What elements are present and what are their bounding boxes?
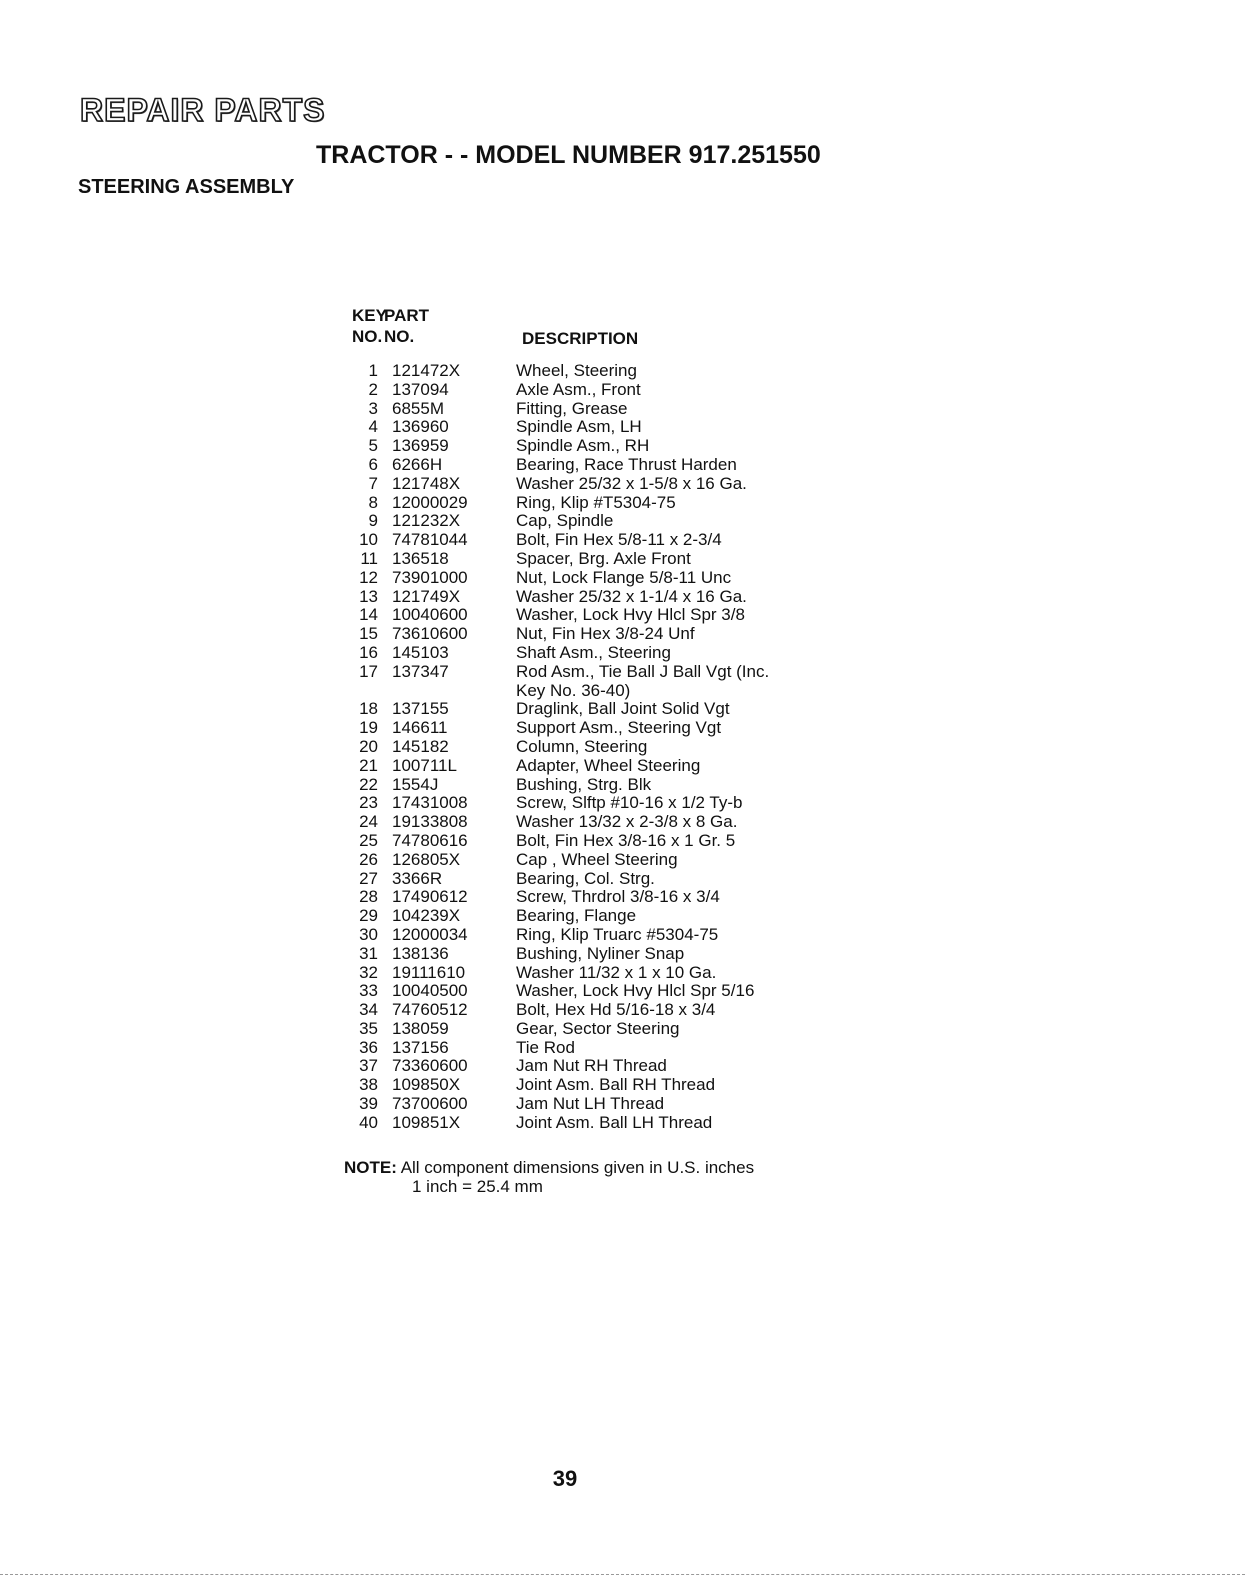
part-description xyxy=(516,381,864,400)
part-description-line: Washer, Lock Hvy Hlcl Spr 3/8 xyxy=(516,605,745,625)
part-row xyxy=(344,1057,864,1076)
part-description xyxy=(516,982,864,1001)
part-number: 1554J xyxy=(392,774,439,794)
part-row xyxy=(344,512,864,531)
part-description xyxy=(516,1057,864,1076)
part-description-line: Gear, Sector Steering xyxy=(516,1018,680,1038)
part-number: 73901000 xyxy=(392,567,468,587)
part-row xyxy=(344,531,864,550)
part-number: 12000034 xyxy=(392,924,468,944)
key-number: 40 xyxy=(359,1112,378,1132)
part-description-line: Bolt, Hex Hd 5/16-18 x 3/4 xyxy=(516,1000,716,1020)
key-number: 32 xyxy=(359,962,378,982)
part-description xyxy=(516,1020,864,1039)
part-description xyxy=(516,644,864,663)
part-row xyxy=(344,738,864,757)
part-description-line: Axle Asm., Front xyxy=(516,379,641,399)
part-description-line: Joint Asm. Ball RH Thread xyxy=(516,1075,716,1095)
part-description xyxy=(516,1001,864,1020)
part-number: 145103 xyxy=(392,642,449,662)
part-number: 19133808 xyxy=(392,812,468,832)
part-number: 121472X xyxy=(392,361,461,380)
part-description xyxy=(516,832,864,851)
part-description-line: Joint Asm. Ball LH Thread xyxy=(516,1112,713,1132)
part-row xyxy=(344,1020,864,1039)
part-description xyxy=(516,625,864,644)
part-number: 137156 xyxy=(392,1037,449,1057)
key-number: 1 xyxy=(368,361,378,380)
col-head-part-line1: PART xyxy=(384,306,430,325)
part-number: 73700600 xyxy=(392,1094,468,1114)
part-number: 146611 xyxy=(392,718,448,738)
part-row xyxy=(344,362,864,381)
key-number: 16 xyxy=(359,642,378,662)
part-description-line: Fitting, Grease xyxy=(516,398,628,418)
parts-list xyxy=(344,362,864,1133)
part-description xyxy=(516,794,864,813)
part-row xyxy=(344,719,864,738)
part-row xyxy=(344,1114,864,1133)
part-number: 74781044 xyxy=(392,530,468,550)
part-row xyxy=(344,1076,864,1095)
part-number: 74760512 xyxy=(392,1000,468,1020)
part-description xyxy=(516,738,864,757)
part-description xyxy=(516,494,864,513)
part-description-line: Jam Nut RH Thread xyxy=(516,1056,667,1076)
part-description-line: Ring, Klip #T5304-75 xyxy=(516,492,676,512)
key-number: 7 xyxy=(368,473,378,493)
part-row xyxy=(344,870,864,889)
part-number: 121749X xyxy=(392,586,461,606)
part-description xyxy=(516,813,864,832)
part-number: 19111610 xyxy=(392,962,466,982)
key-number: 25 xyxy=(359,830,378,850)
part-row xyxy=(344,832,864,851)
key-number: 30 xyxy=(359,924,378,944)
part-row xyxy=(344,381,864,400)
part-description xyxy=(516,776,864,795)
part-row xyxy=(344,888,864,907)
part-description xyxy=(516,1095,864,1114)
key-number: 8 xyxy=(368,492,378,512)
part-row xyxy=(344,400,864,419)
part-description-line: Screw, Slftp #10-16 x 1/2 Ty-b xyxy=(516,793,743,813)
part-number: 12000029 xyxy=(392,492,468,512)
part-number: 10040500 xyxy=(392,981,468,1001)
part-description-line: Spacer, Brg. Axle Front xyxy=(516,548,691,568)
part-number: 138136 xyxy=(392,943,449,963)
key-number: 35 xyxy=(359,1018,378,1038)
part-description xyxy=(516,964,864,983)
part-description-line: Bushing, Strg. Blk xyxy=(516,774,652,794)
key-number: 6 xyxy=(368,454,378,474)
key-number: 27 xyxy=(359,868,378,888)
part-number: 145182 xyxy=(392,736,449,756)
part-number: 17431008 xyxy=(392,793,468,813)
part-description xyxy=(516,569,864,588)
part-description-line: Spindle Asm, LH xyxy=(516,417,642,437)
key-number: 37 xyxy=(359,1056,378,1076)
part-description-line: Spindle Asm., RH xyxy=(516,436,650,456)
part-row xyxy=(344,475,864,494)
part-description xyxy=(516,926,864,945)
part-description-line: Tie Rod xyxy=(516,1037,575,1057)
part-description-line: Screw, Thrdrol 3/8-16 x 3/4 xyxy=(516,887,720,907)
key-number: 29 xyxy=(359,906,378,926)
part-row xyxy=(344,663,864,701)
col-head-description: DESCRIPTION xyxy=(522,329,639,348)
part-description-line: Nut, Lock Flange 5/8-11 Unc xyxy=(516,567,732,587)
part-description xyxy=(516,456,864,475)
key-number: 9 xyxy=(368,511,378,531)
part-description xyxy=(516,907,864,926)
note-line2: 1 inch = 25.4 mm xyxy=(412,1177,543,1196)
part-description-line: Ring, Klip Truarc #5304-75 xyxy=(516,924,719,944)
part-description xyxy=(516,437,864,456)
part-row xyxy=(344,550,864,569)
part-row xyxy=(344,1001,864,1020)
part-number: 137347 xyxy=(392,661,449,681)
part-description xyxy=(516,362,864,381)
part-row xyxy=(344,625,864,644)
col-head-key-line1: KEY xyxy=(352,306,387,325)
part-description xyxy=(516,550,864,569)
part-description xyxy=(516,475,864,494)
part-description-line: Cap , Wheel Steering xyxy=(516,849,678,869)
part-description-line: Wheel, Steering xyxy=(516,361,637,380)
key-number: 13 xyxy=(359,586,378,606)
key-number: 20 xyxy=(359,736,378,756)
part-description xyxy=(516,418,864,437)
part-description xyxy=(516,512,864,531)
part-description xyxy=(516,1114,864,1133)
part-number: 6266H xyxy=(392,454,443,474)
part-description-line: Nut, Fin Hex 3/8-24 Unf xyxy=(516,624,695,644)
key-number: 36 xyxy=(359,1037,378,1057)
part-description xyxy=(516,1076,864,1095)
part-description-line: Washer 13/32 x 2-3/8 x 8 Ga. xyxy=(516,812,738,832)
part-number: 126805X xyxy=(392,849,461,869)
part-number: 73360600 xyxy=(392,1056,468,1076)
part-number: 137155 xyxy=(392,699,449,719)
part-description xyxy=(516,606,864,625)
part-description-line: Bushing, Nyliner Snap xyxy=(516,943,685,963)
part-number: 136518 xyxy=(392,548,449,568)
part-row xyxy=(344,794,864,813)
page-number: 39 xyxy=(552,1466,578,1491)
part-row xyxy=(344,644,864,663)
part-description xyxy=(516,400,864,419)
part-description-line: Bolt, Fin Hex 3/8-16 x 1 Gr. 5 xyxy=(516,830,736,850)
key-number: 24 xyxy=(359,812,378,832)
part-description-continuation: Key No. 36-40) xyxy=(516,680,631,700)
part-row xyxy=(344,569,864,588)
part-row xyxy=(344,945,864,964)
part-row xyxy=(344,494,864,513)
key-number: 34 xyxy=(359,1000,378,1020)
part-number: 136960 xyxy=(392,417,449,437)
key-number: 14 xyxy=(359,605,378,625)
part-description-line: Bearing, Flange xyxy=(516,906,637,926)
part-row xyxy=(344,456,864,475)
part-description xyxy=(516,719,864,738)
key-number: 4 xyxy=(368,417,378,437)
part-row xyxy=(344,1095,864,1114)
part-row xyxy=(344,437,864,456)
col-head-part-line2: NO. xyxy=(384,327,415,346)
part-description-line: Washer, Lock Hvy Hlcl Spr 5/16 xyxy=(516,981,755,1001)
note xyxy=(344,1158,754,1196)
part-number: 137094 xyxy=(392,379,449,399)
part-description xyxy=(516,757,864,776)
key-number: 39 xyxy=(359,1094,378,1114)
part-description-line: Rod Asm., Tie Ball J Ball Vgt (Inc. xyxy=(516,661,770,681)
part-description-line: Washer 25/32 x 1-1/4 x 16 Ga. xyxy=(516,586,747,606)
part-description xyxy=(516,531,864,550)
model-title: TRACTOR - - MODEL NUMBER 917.251550 xyxy=(316,141,821,169)
part-number: 17490612 xyxy=(392,887,468,907)
key-number: 17 xyxy=(359,661,378,681)
part-number: 109851X xyxy=(392,1112,461,1132)
part-number: 6855M xyxy=(392,398,444,418)
part-number: 138059 xyxy=(392,1018,449,1038)
part-number: 3366R xyxy=(392,868,443,888)
key-number: 22 xyxy=(359,774,378,794)
page-heading: REPAIR PARTS xyxy=(80,92,326,128)
part-row xyxy=(344,813,864,832)
part-description xyxy=(516,1039,864,1058)
part-number: 100711L xyxy=(392,755,457,775)
part-description-line: Shaft Asm., Steering xyxy=(516,642,671,662)
part-description-line: Washer 25/32 x 1-5/8 x 16 Ga. xyxy=(516,473,747,493)
part-number: 73610600 xyxy=(392,624,468,644)
part-description-line: Jam Nut LH Thread xyxy=(516,1094,665,1114)
col-head-key-line2: NO. xyxy=(352,327,383,346)
key-number: 28 xyxy=(359,887,378,907)
key-number: 38 xyxy=(359,1075,378,1095)
key-number: 10 xyxy=(359,530,378,550)
bottom-rule xyxy=(0,1574,1245,1575)
key-number: 2 xyxy=(368,379,378,399)
part-description xyxy=(516,870,864,889)
key-number: 33 xyxy=(359,981,378,1001)
key-number: 21 xyxy=(359,755,378,775)
part-description-line: Bearing, Col. Strg. xyxy=(516,868,655,888)
key-number: 18 xyxy=(359,699,378,719)
part-number: 136959 xyxy=(392,436,449,456)
part-description xyxy=(516,945,864,964)
part-number: 74780616 xyxy=(392,830,468,850)
part-description-line: Adapter, Wheel Steering xyxy=(516,755,701,775)
part-number: 121232X xyxy=(392,511,461,531)
key-number: 23 xyxy=(359,793,378,813)
key-number: 31 xyxy=(359,943,378,963)
part-number: 10040600 xyxy=(392,605,468,625)
key-number: 19 xyxy=(359,718,378,738)
part-row xyxy=(344,700,864,719)
key-number: 3 xyxy=(368,398,378,418)
part-description-line: Bearing, Race Thrust Harden xyxy=(516,454,737,474)
part-description-line: Cap, Spindle xyxy=(516,511,614,531)
part-number: 109850X xyxy=(392,1075,461,1095)
part-description-line: Support Asm., Steering Vgt xyxy=(516,718,722,738)
part-row xyxy=(344,776,864,795)
key-number: 26 xyxy=(359,849,378,869)
note-line1: All component dimensions given in U.S. inches xyxy=(400,1158,755,1177)
note-label: NOTE: xyxy=(344,1158,397,1177)
part-row xyxy=(344,964,864,983)
part-row xyxy=(344,757,864,776)
part-description-line: Bolt, Fin Hex 5/8-11 x 2-3/4 xyxy=(516,530,722,550)
part-description xyxy=(516,588,864,607)
part-row xyxy=(344,926,864,945)
part-number: 104239X xyxy=(392,906,461,926)
part-description xyxy=(516,700,864,719)
key-number: 15 xyxy=(359,624,378,644)
part-description-line: Column, Steering xyxy=(516,736,648,756)
part-description-line: Draglink, Ball Joint Solid Vgt xyxy=(516,699,730,719)
part-row xyxy=(344,851,864,870)
part-description xyxy=(516,851,864,870)
part-row xyxy=(344,606,864,625)
part-row xyxy=(344,907,864,926)
part-row xyxy=(344,418,864,437)
part-row xyxy=(344,1039,864,1058)
key-number: 5 xyxy=(368,436,378,456)
key-number: 11 xyxy=(360,548,378,568)
part-description-line: Washer 11/32 x 1 x 10 Ga. xyxy=(516,962,717,982)
part-row xyxy=(344,982,864,1001)
part-description xyxy=(516,663,864,701)
part-number: 121748X xyxy=(392,473,461,493)
key-number: 12 xyxy=(359,567,378,587)
part-row xyxy=(344,588,864,607)
section-title: STEERING ASSEMBLY xyxy=(78,176,295,198)
part-description xyxy=(516,888,864,907)
